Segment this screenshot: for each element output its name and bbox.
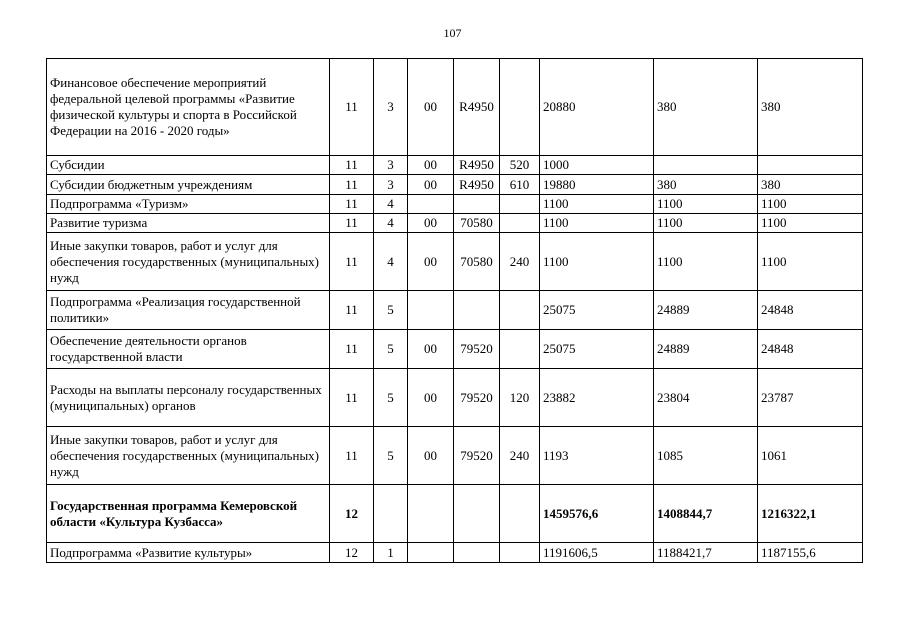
code-cell: R4950 bbox=[454, 156, 500, 175]
program-cell bbox=[408, 195, 454, 214]
subsection-cell: 1 bbox=[374, 543, 408, 563]
year1-value: 1000 bbox=[540, 156, 654, 175]
table-row bbox=[47, 195, 863, 214]
year3-value: 1216322,1 bbox=[758, 485, 863, 543]
section-cell: 11 bbox=[330, 59, 374, 156]
subsection-cell: 4 bbox=[374, 195, 408, 214]
row-name: Субсидии бюджетным учреждениям bbox=[47, 175, 330, 195]
year2-value: 380 bbox=[654, 175, 758, 195]
program-cell: 00 bbox=[408, 59, 454, 156]
year1-value: 1193 bbox=[540, 427, 654, 485]
row-name: Подпрограмма «Реализация государственной политики» bbox=[47, 291, 330, 330]
year2-value: 1100 bbox=[654, 195, 758, 214]
expense-type-cell: 240 bbox=[500, 427, 540, 485]
year2-value bbox=[654, 156, 758, 175]
year3-value: 1100 bbox=[758, 214, 863, 233]
expense-type-cell bbox=[500, 543, 540, 563]
program-cell: 00 bbox=[408, 214, 454, 233]
table-row bbox=[47, 214, 863, 233]
row-name: Государственная программа Кемеровской области «Культура Кузбасса» bbox=[47, 485, 330, 543]
year1-value: 1191606,5 bbox=[540, 543, 654, 563]
table-row bbox=[47, 156, 863, 175]
program-cell: 00 bbox=[408, 233, 454, 291]
code-cell: 70580 bbox=[454, 214, 500, 233]
year2-value: 1188421,7 bbox=[654, 543, 758, 563]
row-name: Обеспечение деятельности органов государственной власти bbox=[47, 330, 330, 369]
row-name: Иные закупки товаров, работ и услуг для обеспечения государственных (муниципальных) нужд bbox=[47, 233, 330, 291]
code-cell bbox=[454, 485, 500, 543]
year1-value: 1459576,6 bbox=[540, 485, 654, 543]
program-cell bbox=[408, 485, 454, 543]
expense-type-cell: 120 bbox=[500, 369, 540, 427]
code-cell: 79520 bbox=[454, 330, 500, 369]
year3-value: 380 bbox=[758, 59, 863, 156]
year1-value: 1100 bbox=[540, 195, 654, 214]
row-name: Иные закупки товаров, работ и услуг для обеспечения государственных (муниципальных) нужд bbox=[47, 427, 330, 485]
subsection-cell: 3 bbox=[374, 59, 408, 156]
expense-type-cell bbox=[500, 59, 540, 156]
row-name: Финансовое обеспечение мероприятий федеральной целевой программы «Развитие физической культуры и спорта в Российской Федерации на 2016 - 2020 годы» bbox=[47, 59, 330, 156]
year3-value: 24848 bbox=[758, 330, 863, 369]
year3-value: 1187155,6 bbox=[758, 543, 863, 563]
section-cell: 12 bbox=[330, 543, 374, 563]
expense-type-cell: 610 bbox=[500, 175, 540, 195]
expense-type-cell bbox=[500, 291, 540, 330]
year2-value: 24889 bbox=[654, 291, 758, 330]
expense-type-cell: 520 bbox=[500, 156, 540, 175]
section-cell: 11 bbox=[330, 369, 374, 427]
section-cell: 12 bbox=[330, 485, 374, 543]
year1-value: 23882 bbox=[540, 369, 654, 427]
table-row bbox=[47, 543, 863, 563]
year3-value: 24848 bbox=[758, 291, 863, 330]
page-number: 107 bbox=[443, 26, 462, 40]
year2-value: 23804 bbox=[654, 369, 758, 427]
table-row bbox=[47, 233, 863, 291]
section-cell: 11 bbox=[330, 291, 374, 330]
year3-value: 23787 bbox=[758, 369, 863, 427]
table-row bbox=[47, 175, 863, 195]
year1-value: 25075 bbox=[540, 330, 654, 369]
budget-table bbox=[46, 58, 863, 563]
subsection-cell: 5 bbox=[374, 427, 408, 485]
code-cell bbox=[454, 291, 500, 330]
subsection-cell: 3 bbox=[374, 156, 408, 175]
year3-value: 380 bbox=[758, 175, 863, 195]
year3-value: 1061 bbox=[758, 427, 863, 485]
code-cell: R4950 bbox=[454, 175, 500, 195]
section-cell: 11 bbox=[330, 233, 374, 291]
expense-type-cell bbox=[500, 485, 540, 543]
subsection-cell bbox=[374, 485, 408, 543]
table-row bbox=[47, 59, 863, 156]
code-cell: 70580 bbox=[454, 233, 500, 291]
year3-value: 1100 bbox=[758, 195, 863, 214]
program-cell: 00 bbox=[408, 175, 454, 195]
section-cell: 11 bbox=[330, 427, 374, 485]
subsection-cell: 5 bbox=[374, 291, 408, 330]
year1-value: 19880 bbox=[540, 175, 654, 195]
code-cell bbox=[454, 195, 500, 214]
program-cell: 00 bbox=[408, 330, 454, 369]
program-cell: 00 bbox=[408, 427, 454, 485]
section-cell: 11 bbox=[330, 330, 374, 369]
program-cell bbox=[408, 291, 454, 330]
section-cell: 11 bbox=[330, 195, 374, 214]
year1-value: 20880 bbox=[540, 59, 654, 156]
code-cell bbox=[454, 543, 500, 563]
expense-type-cell: 240 bbox=[500, 233, 540, 291]
code-cell: 79520 bbox=[454, 369, 500, 427]
subsection-cell: 3 bbox=[374, 175, 408, 195]
year3-value bbox=[758, 156, 863, 175]
year3-value: 1100 bbox=[758, 233, 863, 291]
subsection-cell: 4 bbox=[374, 214, 408, 233]
row-name: Подпрограмма «Развитие культуры» bbox=[47, 543, 330, 563]
table-row bbox=[47, 291, 863, 330]
subsection-cell: 5 bbox=[374, 330, 408, 369]
row-name: Расходы на выплаты персоналу государственных (муниципальных) органов bbox=[47, 369, 330, 427]
year2-value: 1085 bbox=[654, 427, 758, 485]
row-name: Развитие туризма bbox=[47, 214, 330, 233]
year1-value: 1100 bbox=[540, 214, 654, 233]
year2-value: 1100 bbox=[654, 233, 758, 291]
table-row bbox=[47, 485, 863, 543]
year2-value: 1408844,7 bbox=[654, 485, 758, 543]
program-cell bbox=[408, 543, 454, 563]
year2-value: 1100 bbox=[654, 214, 758, 233]
year2-value: 24889 bbox=[654, 330, 758, 369]
year1-value: 25075 bbox=[540, 291, 654, 330]
program-cell: 00 bbox=[408, 369, 454, 427]
section-cell: 11 bbox=[330, 214, 374, 233]
row-name: Субсидии bbox=[47, 156, 330, 175]
expense-type-cell bbox=[500, 214, 540, 233]
row-name: Подпрограмма «Туризм» bbox=[47, 195, 330, 214]
code-cell: 79520 bbox=[454, 427, 500, 485]
code-cell: R4950 bbox=[454, 59, 500, 156]
year2-value: 380 bbox=[654, 59, 758, 156]
subsection-cell: 5 bbox=[374, 369, 408, 427]
year1-value: 1100 bbox=[540, 233, 654, 291]
section-cell: 11 bbox=[330, 175, 374, 195]
expense-type-cell bbox=[500, 195, 540, 214]
section-cell: 11 bbox=[330, 156, 374, 175]
subsection-cell: 4 bbox=[374, 233, 408, 291]
expense-type-cell bbox=[500, 330, 540, 369]
table-row bbox=[47, 330, 863, 369]
table-row bbox=[47, 427, 863, 485]
table-row bbox=[47, 369, 863, 427]
program-cell: 00 bbox=[408, 156, 454, 175]
